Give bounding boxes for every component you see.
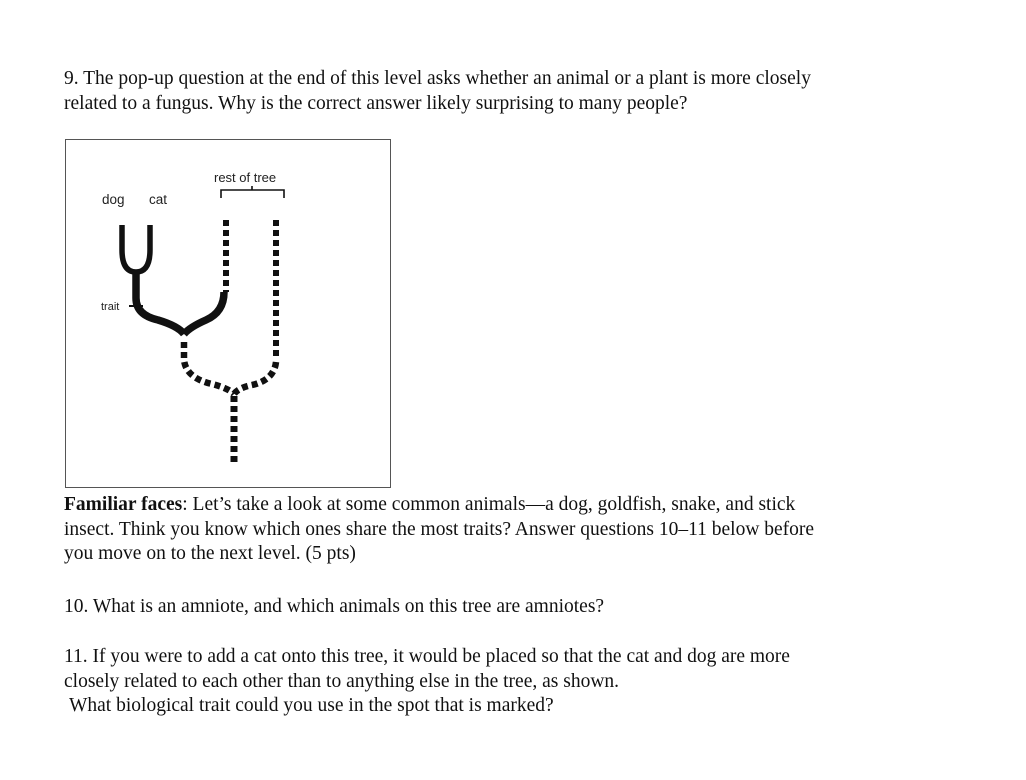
question-10-text: 10. What is an amniote, and which animals on this tree are amniotes? [64,596,605,617]
question-9-text: 9. The pop-up question at the end of this level asks whether an animal or a plant is more closely related to a fungus. Why is the correct answer likely surprising to many people? [64,68,811,114]
trait-label: trait [101,301,120,313]
solid-join-branch [184,292,224,334]
lower-left-dashed-branch [184,342,234,394]
question-11-followup: What biological trait could you use in the spot that is marked? [69,695,554,716]
cat-label: cat [149,192,168,207]
question-11-text: 11. If you were to add a cat onto this tree, it would be placed so that the cat and dog are more closely related to each other than to anything else in the tree, as shown. [64,646,790,692]
familiar-faces-body: : Let’s take a look at some common animals—a dog, goldfish, snake, and stick insect. Think you know which ones share the most traits? Answer questions 10–11 below before you move on to the next level. (5 pts) [64,494,815,564]
familiar-faces-paragraph [64,493,964,567]
dog-cat-branch [122,225,150,272]
rest-of-tree-bracket [221,186,284,198]
dog-cat-stem [136,272,184,334]
familiar-faces-heading: Familiar faces [64,494,183,515]
dog-label: dog [102,192,125,207]
phylogenetic-tree-figure [65,139,391,488]
lower-right-dashed-branch [234,362,276,394]
rest-of-tree-label: rest of tree [214,170,277,185]
tree-diagram [66,140,392,489]
